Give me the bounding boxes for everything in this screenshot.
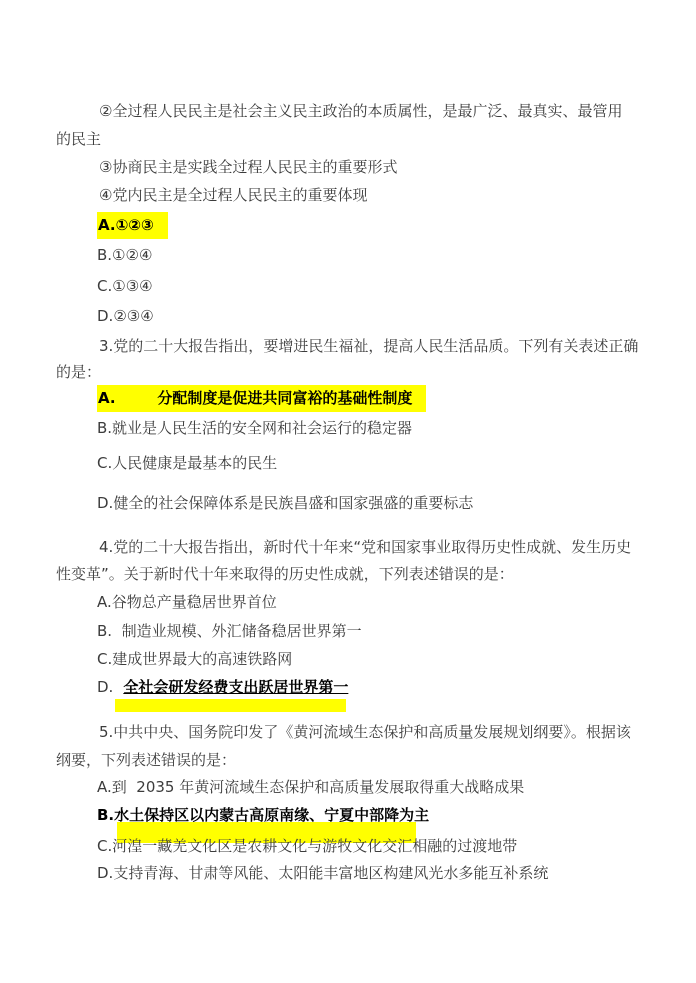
statement-4: ④党内民主是全过程人民民主的重要体现 [99, 186, 368, 204]
q3-option-b: B.就业是人民生活的安全网和社会运行的稳定器 [97, 419, 413, 437]
q5-option-d: D.支持青海、甘肃等风能、太阳能丰富地区构建风光水多能互补系统 [97, 864, 549, 882]
q5-stem-line1: 5.中共中央、国务院印发了《黄河流域生态保护和高质量发展规划纲要》。根据该 [99, 723, 631, 741]
statement-3: ③协商民主是实践全过程人民民主的重要形式 [99, 158, 398, 176]
q4-option-c: C.建成世界最大的高速铁路网 [97, 650, 293, 668]
q3-stem-line2: 的是： [56, 363, 102, 381]
q4-option-a: A.谷物总产量稳居世界首位 [97, 593, 277, 611]
q5-option-c: C.河湟一藏羌文化区是农耕文化与游牧文化交汇相融的过渡地带 [97, 837, 518, 855]
q4-option-d-answer [97, 677, 348, 697]
q2-option-d: D.②③④ [97, 307, 154, 325]
q4-option-d-key: D. [97, 678, 114, 696]
q4-option-b: B. 制造业规模、外汇储备稳居世界第一 [97, 622, 362, 640]
q2-option-a-answer-highlight: A.①②③ [97, 212, 168, 239]
q3-option-a-answer-highlight: A. 分配制度是促进共同富裕的基础性制度 [97, 385, 426, 412]
q5-option-b-answer: B.水土保持区以内蒙古高原南缘、宁夏中部降为主 [97, 806, 430, 824]
q2-option-b: B.①②④ [97, 246, 153, 264]
statement-2-line2: 的民主 [56, 130, 102, 148]
q3-stem-line1: 3.党的二十大报告指出，要增进民生福祉，提高人民生活品质。下列有关表述正确 [99, 337, 639, 355]
q3-option-c: C.人民健康是最基本的民生 [97, 454, 278, 472]
q2-option-c: C.①③④ [97, 277, 153, 295]
q4-stem-line1: 4.党的二十大报告指出，新时代十年来“党和国家事业取得历史性成就、发生历史 [99, 538, 632, 556]
q5-option-a: A.到 2035 年黄河流域生态保护和高质量发展取得重大战略成果 [97, 778, 525, 796]
q4-stem-line2: 性变革”。关于新时代十年来取得的历史性成就，下列表述错误的是： [56, 565, 514, 583]
q5-stem-line2: 纲要，下列表述错误的是： [56, 751, 237, 769]
q3-option-d: D.健全的社会保障体系是民族昌盛和国家强盛的重要标志 [97, 494, 474, 512]
statement-2-line1: ②全过程人民民主是社会主义民主政治的本质属性，是最广泛、最真实、最管用 [99, 102, 623, 120]
q4-option-d-text: 全社会研发经费支出跃居世界第一 [123, 678, 349, 696]
answer-highlight-strip-q4d [115, 699, 346, 712]
